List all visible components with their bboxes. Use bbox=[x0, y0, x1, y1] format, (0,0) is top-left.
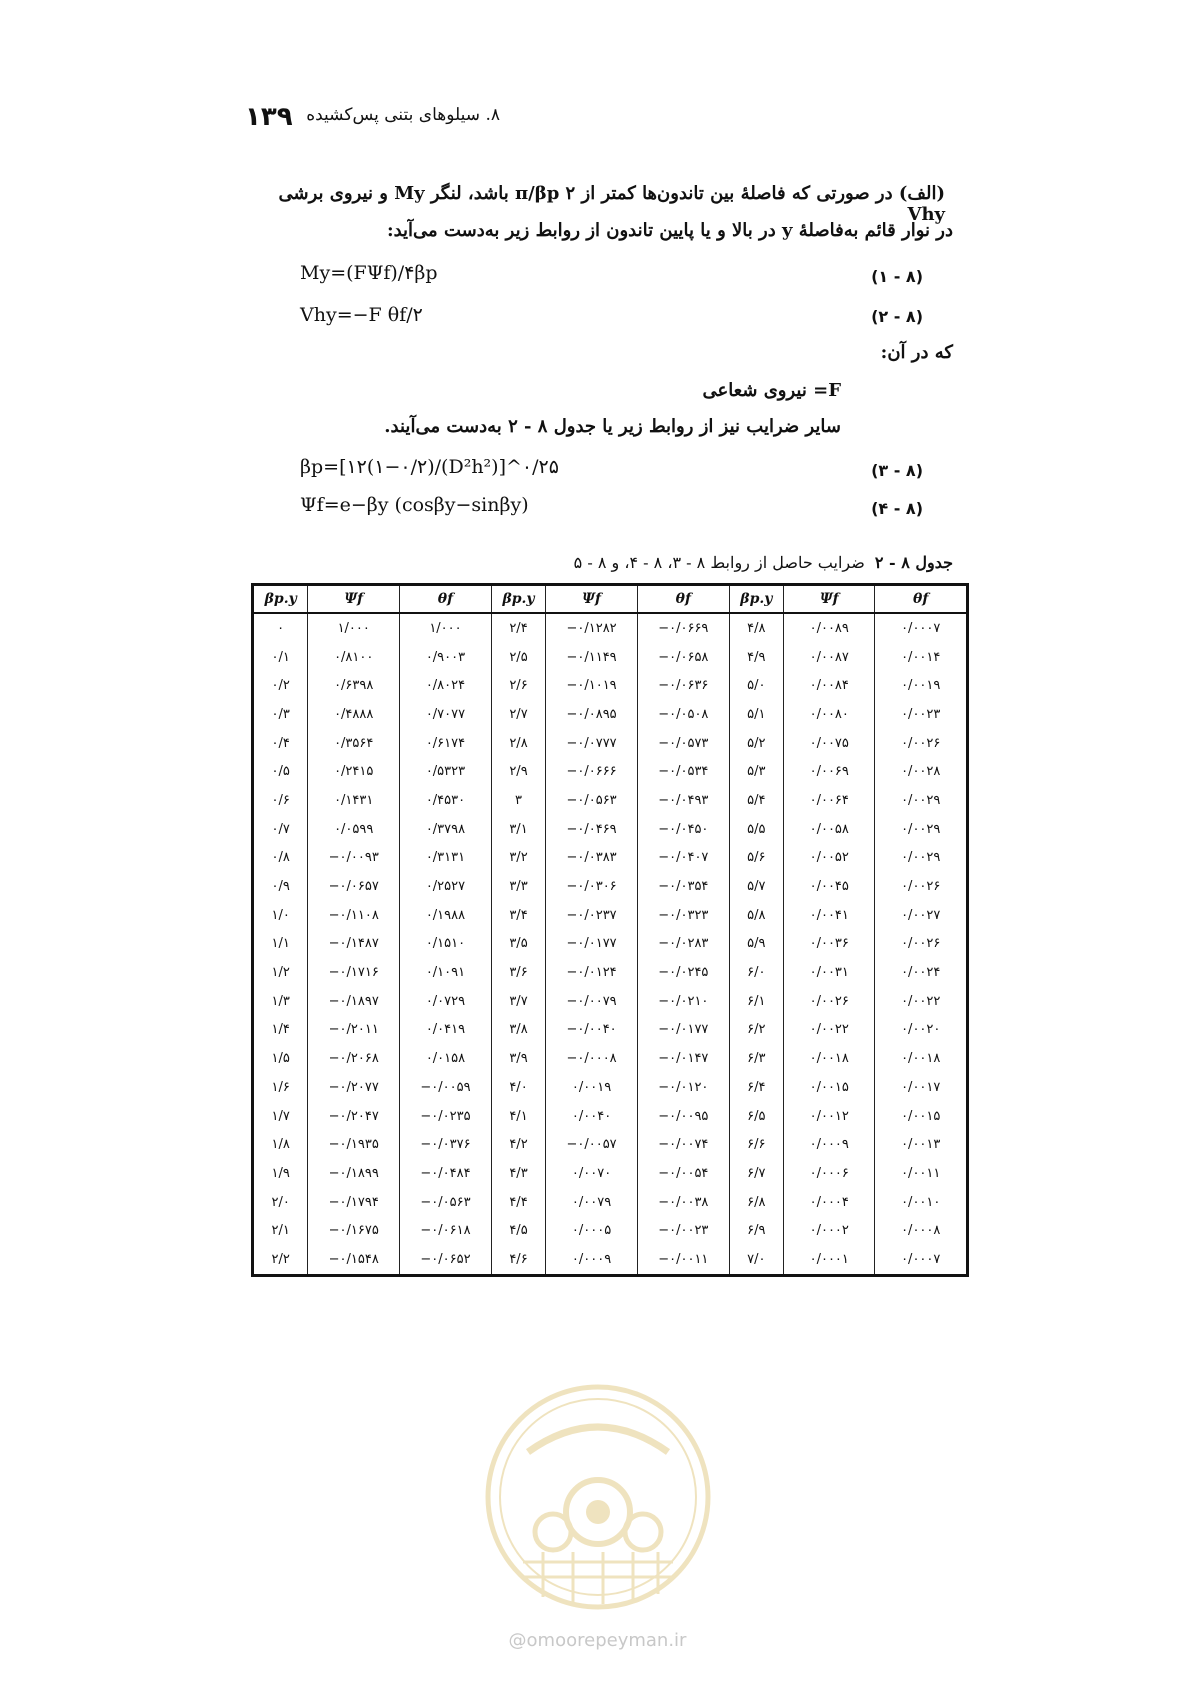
table-cell: ۴/۶ bbox=[491, 1245, 545, 1275]
table-row bbox=[253, 815, 968, 844]
table-cell: −۰/۰۰۹۵ bbox=[637, 1102, 729, 1131]
table-cell: ۰/۲۴۱۵ bbox=[308, 757, 400, 786]
table-cell: ۰/۰۰۲۴ bbox=[875, 958, 968, 987]
table-cell: ۰/۰۰۲۸ bbox=[875, 757, 968, 786]
coefficients-text: سایر ضرایب نیز از روابط زیر یا جدول ۸ - ۲ به‌دست می‌آیند. bbox=[384, 416, 841, 437]
table-cell: ۰/۰۰۱۸ bbox=[875, 1044, 968, 1073]
table-cell: −۰/۰۵۰۸ bbox=[637, 700, 729, 729]
equation-1: My=(FΨf)/۴βp bbox=[300, 262, 438, 284]
table-cell: ۰/۰۰۰۷ bbox=[875, 613, 968, 643]
table-cell: −۰/۰۰۳۸ bbox=[637, 1188, 729, 1217]
table-cell: ۰/۰۰۰۷ bbox=[875, 1245, 968, 1275]
table-cell: ۳/۲ bbox=[491, 844, 545, 873]
table-row bbox=[253, 901, 968, 930]
table-cell: ۴/۵ bbox=[491, 1216, 545, 1245]
table-cell: −۰/۰۴۰۷ bbox=[637, 844, 729, 873]
table-cell: ۰/۰۰۲۲ bbox=[875, 987, 968, 1016]
table-cell: ۰/۸۰۲۴ bbox=[400, 671, 492, 700]
table-cell: −۰/۰۳۷۶ bbox=[400, 1130, 492, 1159]
table-cell: ۰/۳۱۳۱ bbox=[400, 844, 492, 873]
table-cell: ۵/۵ bbox=[729, 815, 783, 844]
table-cell: ۱/۱ bbox=[253, 930, 308, 959]
table-cell: −۰/۰۴۶۹ bbox=[546, 815, 638, 844]
table-cell: ۰/۰۰۷۹ bbox=[546, 1188, 638, 1217]
table-row bbox=[253, 1245, 968, 1275]
table-cell: ۱/۵ bbox=[253, 1044, 308, 1073]
table-cell: −۰/۰۱۲۰ bbox=[637, 1073, 729, 1102]
watermark-url-text: omoorepeyman.ir bbox=[526, 1630, 687, 1651]
table-cell: ۰/۰۰۴۵ bbox=[784, 872, 875, 901]
table-cell: ۰/۰۰۵۲ bbox=[784, 844, 875, 873]
table-cell: −۰/۲۰۴۷ bbox=[308, 1102, 400, 1131]
table-cell: −۰/۰۴۵۰ bbox=[637, 815, 729, 844]
equation-3-number: (۸ - ۳) bbox=[871, 461, 923, 480]
table-cell: ۰/۵۳۲۳ bbox=[400, 757, 492, 786]
table-cell: ۰/۸۱۰۰ bbox=[308, 643, 400, 672]
table-cell: ۰/۰۰۰۴ bbox=[784, 1188, 875, 1217]
table-cell: ۰/۰۰۴۰ bbox=[546, 1102, 638, 1131]
table-cell: ۰/۴۵۳۰ bbox=[400, 786, 492, 815]
table-cell: ۰/۱۵۱۰ bbox=[400, 930, 492, 959]
table-cell: −۰/۰۶۵۸ bbox=[637, 643, 729, 672]
watermark-url: @omoorepeyman.ir bbox=[508, 1630, 687, 1651]
table-row bbox=[253, 930, 968, 959]
table-cell: ۵/۸ bbox=[729, 901, 783, 930]
table-cell: ۶/۰ bbox=[729, 958, 783, 987]
table-cell: −۰/۰۰۷۴ bbox=[637, 1130, 729, 1159]
table-cell: ۲/۵ bbox=[491, 643, 545, 672]
table-row bbox=[253, 872, 968, 901]
table-cell: ۳/۳ bbox=[491, 872, 545, 901]
table-cell: −۰/۱۸۹۷ bbox=[308, 987, 400, 1016]
table-cell: ۰/۰۰۷۰ bbox=[546, 1159, 638, 1188]
table-header-row bbox=[253, 585, 968, 614]
table-cell: ۰/۱۰۹۱ bbox=[400, 958, 492, 987]
table-cell: −۰/۱۹۳۵ bbox=[308, 1130, 400, 1159]
table-row bbox=[253, 958, 968, 987]
table-cell: ۰/۰۰۲۶ bbox=[784, 987, 875, 1016]
table-cell: ۰/۰۰۸۴ bbox=[784, 671, 875, 700]
table-cell: −۰/۰۴۹۳ bbox=[637, 786, 729, 815]
header-psi-2: Ψf bbox=[546, 585, 638, 614]
table-cell: ۰/۳ bbox=[253, 700, 308, 729]
table-cell: −۰/۰۷۷۷ bbox=[546, 729, 638, 758]
table-cell: ۳/۸ bbox=[491, 1016, 545, 1045]
table-cell: −۰/۰۲۴۵ bbox=[637, 958, 729, 987]
table-row bbox=[253, 1159, 968, 1188]
table-cell: ۵/۶ bbox=[729, 844, 783, 873]
table-cell: ۱/۰۰۰ bbox=[308, 613, 400, 643]
header-theta-2: θf bbox=[637, 585, 729, 614]
table-cell: ۰/۱ bbox=[253, 643, 308, 672]
table-cell: ۳/۴ bbox=[491, 901, 545, 930]
watermark-logo-icon bbox=[483, 1382, 713, 1612]
table-cell: ۱/۶ bbox=[253, 1073, 308, 1102]
table-cell: ۶/۱ bbox=[729, 987, 783, 1016]
table-row bbox=[253, 613, 968, 643]
table-cell: ۵/۹ bbox=[729, 930, 783, 959]
table-cell: ۰/۰۰۲۹ bbox=[875, 815, 968, 844]
table-cell: ۲/۷ bbox=[491, 700, 545, 729]
table-cell: ۰/۰۰۶۴ bbox=[784, 786, 875, 815]
table-row bbox=[253, 700, 968, 729]
table-row bbox=[253, 987, 968, 1016]
table-cell: −۰/۰۰۱۱ bbox=[637, 1245, 729, 1275]
table-cell: ۰/۰۱۵۸ bbox=[400, 1044, 492, 1073]
equation-4-number: (۸ - ۴) bbox=[871, 499, 923, 518]
table-cell: −۰/۰۳۰۶ bbox=[546, 872, 638, 901]
table-cell: −۰/۰۶۶۶ bbox=[546, 757, 638, 786]
table-cell: −۰/۰۱۷۷ bbox=[637, 1016, 729, 1045]
table-cell: −۰/۰۰۵۹ bbox=[400, 1073, 492, 1102]
table-cell: ۰/۶ bbox=[253, 786, 308, 815]
table-cell: ۰/۰۰۱۱ bbox=[875, 1159, 968, 1188]
table-cell: ۰/۶۱۷۴ bbox=[400, 729, 492, 758]
paragraph-line-2: در نوار قائم به‌فاصلهٔ y در بالا و یا پایین تاندون از روابط زیر به‌دست می‌آید: bbox=[386, 220, 953, 241]
table-cell: ۲/۶ bbox=[491, 671, 545, 700]
table-cell: ۰/۰۰۱۲ bbox=[784, 1102, 875, 1131]
table-cell: −۰/۱۱۰۸ bbox=[308, 901, 400, 930]
table-cell: ۵/۳ bbox=[729, 757, 783, 786]
table-cell: ۰/۰۰۸۰ bbox=[784, 700, 875, 729]
table-cell: ۰/۰۰۱۰ bbox=[875, 1188, 968, 1217]
table-cell: ۱/۷ bbox=[253, 1102, 308, 1131]
table-cell: ۰/۰۰۲۲ bbox=[784, 1016, 875, 1045]
header-psi-1: Ψf bbox=[308, 585, 400, 614]
table-cell: ۰/۰۰۲۳ bbox=[875, 700, 968, 729]
table-cell: ۰/۰۷۲۹ bbox=[400, 987, 492, 1016]
table-cell: ۱/۲ bbox=[253, 958, 308, 987]
table-cell: ۰/۰۰۴۱ bbox=[784, 901, 875, 930]
table-caption-text: ضرایب حاصل از روابط ۸ - ۳، ۸ - ۴، و ۸ - ۵ bbox=[573, 553, 865, 572]
table-cell: −۰/۲۰۷۷ bbox=[308, 1073, 400, 1102]
table-cell: ۳ bbox=[491, 786, 545, 815]
table-cell: ۰/۲ bbox=[253, 671, 308, 700]
table-cell: ۰/۰۰۸۹ bbox=[784, 613, 875, 643]
table-cell: ۱/۰ bbox=[253, 901, 308, 930]
table-cell: −۰/۰۳۸۳ bbox=[546, 844, 638, 873]
table-cell: −۰/۰۰۵۴ bbox=[637, 1159, 729, 1188]
table-cell: ۰/۰۰۱۵ bbox=[875, 1102, 968, 1131]
where-text: که در آن: bbox=[880, 342, 953, 363]
table-cell: ۰/۱۹۸۸ bbox=[400, 901, 492, 930]
table-cell: ۰/۰۰۰۹ bbox=[784, 1130, 875, 1159]
table-cell: ۰/۰۰۱۹ bbox=[546, 1073, 638, 1102]
table-cell: −۰/۱۸۹۹ bbox=[308, 1159, 400, 1188]
f-definition: F= نیروی شعاعی bbox=[702, 380, 841, 401]
table-cell: ۳/۹ bbox=[491, 1044, 545, 1073]
table-cell: ۰/۸ bbox=[253, 844, 308, 873]
table-cell: ۰/۰۴۱۹ bbox=[400, 1016, 492, 1045]
table-cell: ۰/۰۰۱۵ bbox=[784, 1073, 875, 1102]
table-cell: ۴/۳ bbox=[491, 1159, 545, 1188]
table-cell: ۰/۰۰۷۵ bbox=[784, 729, 875, 758]
table-cell: −۰/۰۱۲۴ bbox=[546, 958, 638, 987]
table-cell: −۰/۰۵۳۴ bbox=[637, 757, 729, 786]
header-bp-y-1: βp.y bbox=[253, 585, 308, 614]
table-cell: ۰/۰۰۱۷ bbox=[875, 1073, 968, 1102]
header-psi-3: Ψf bbox=[784, 585, 875, 614]
table-cell: ۰/۰۰۰۲ bbox=[784, 1216, 875, 1245]
table-cell: −۰/۰۶۱۸ bbox=[400, 1216, 492, 1245]
table-row bbox=[253, 643, 968, 672]
table-cell: −۰/۱۷۱۶ bbox=[308, 958, 400, 987]
table-cell: ۵/۷ bbox=[729, 872, 783, 901]
table-cell: ۴/۱ bbox=[491, 1102, 545, 1131]
table-cell: −۰/۰۲۱۰ bbox=[637, 987, 729, 1016]
table-cell: ۲/۹ bbox=[491, 757, 545, 786]
table-cell: ۰/۰۰۳۶ bbox=[784, 930, 875, 959]
table-caption-label: جدول ۸ - ۲ bbox=[874, 553, 953, 572]
table-cell: −۰/۰۱۷۷ bbox=[546, 930, 638, 959]
table-cell: ۰/۳۷۹۸ bbox=[400, 815, 492, 844]
table-cell: ۰/۰۰۲۷ bbox=[875, 901, 968, 930]
table-cell: −۰/۱۵۴۸ bbox=[308, 1245, 400, 1275]
table-caption bbox=[574, 553, 953, 572]
table-cell: ۱/۹ bbox=[253, 1159, 308, 1188]
table-cell: ۵/۲ bbox=[729, 729, 783, 758]
header-theta-1: θf bbox=[400, 585, 492, 614]
header-bp-y-2: βp.y bbox=[491, 585, 545, 614]
equation-1-number: (۸ - ۱) bbox=[871, 267, 923, 286]
table-cell: −۰/۰۶۵۷ bbox=[308, 872, 400, 901]
table-cell: ۰/۶۳۹۸ bbox=[308, 671, 400, 700]
chapter-title: ۸. سیلوهای بتنی پس‌کشیده bbox=[306, 105, 500, 125]
table-cell: ۲/۸ bbox=[491, 729, 545, 758]
table-cell: −۰/۰۰۵۷ bbox=[546, 1130, 638, 1159]
table-cell: ۴/۸ bbox=[729, 613, 783, 643]
table-cell: ۰/۰۰۲۶ bbox=[875, 872, 968, 901]
table-cell: ۰/۰۰۱۹ bbox=[875, 671, 968, 700]
table-cell: ۵/۰ bbox=[729, 671, 783, 700]
table-cell: −۰/۲۰۱۱ bbox=[308, 1016, 400, 1045]
table-cell: ۲/۴ bbox=[491, 613, 545, 643]
table-row bbox=[253, 1044, 968, 1073]
table-cell: ۰/۵ bbox=[253, 757, 308, 786]
table-cell: −۰/۰۵۷۳ bbox=[637, 729, 729, 758]
table-cell: ۰/۴ bbox=[253, 729, 308, 758]
table-cell: ۱/۰۰۰ bbox=[400, 613, 492, 643]
table-cell: ۰/۰۰۱۸ bbox=[784, 1044, 875, 1073]
table-cell: ۰/۲۵۲۷ bbox=[400, 872, 492, 901]
table-cell: ۶/۹ bbox=[729, 1216, 783, 1245]
table-cell: −۰/۲۰۶۸ bbox=[308, 1044, 400, 1073]
table-cell: ۶/۲ bbox=[729, 1016, 783, 1045]
table-cell: ۱/۴ bbox=[253, 1016, 308, 1045]
table-cell: ۳/۶ bbox=[491, 958, 545, 987]
table-cell: ۰/۰۰۳۱ bbox=[784, 958, 875, 987]
table-cell: ۵/۱ bbox=[729, 700, 783, 729]
table-row bbox=[253, 844, 968, 873]
table-cell: ۲/۰ bbox=[253, 1188, 308, 1217]
table-cell: ۰/۰۰۱۴ bbox=[875, 643, 968, 672]
table-cell: ۰/۰۰۸۷ bbox=[784, 643, 875, 672]
table-cell: −۰/۰۶۵۲ bbox=[400, 1245, 492, 1275]
table-cell: ۰/۰۵۹۹ bbox=[308, 815, 400, 844]
table-cell: ۰/۰۰۰۸ bbox=[875, 1216, 968, 1245]
table-cell: ۰/۴۸۸۸ bbox=[308, 700, 400, 729]
table-cell: −۰/۰۰۲۳ bbox=[637, 1216, 729, 1245]
table-cell: ۳/۷ bbox=[491, 987, 545, 1016]
table-cell: −۰/۰۶۳۶ bbox=[637, 671, 729, 700]
table-row bbox=[253, 1016, 968, 1045]
equation-3: βp=[۱۲(۱−۰/۲)/(D²h²)]^۰/۲۵ bbox=[300, 456, 559, 478]
table-row bbox=[253, 1188, 968, 1217]
table-row bbox=[253, 671, 968, 700]
table-cell: −۰/۰۰۹۳ bbox=[308, 844, 400, 873]
table-cell: ۰/۰۰۰۶ bbox=[784, 1159, 875, 1188]
table-cell: −۰/۱۴۸۷ bbox=[308, 930, 400, 959]
equation-2-number: (۸ - ۲) bbox=[871, 307, 923, 326]
table-cell: ۰/۰۰۲۶ bbox=[875, 729, 968, 758]
table-row bbox=[253, 1216, 968, 1245]
table-cell: ۰/۹۰۰۳ bbox=[400, 643, 492, 672]
table-cell: −۰/۱۱۴۹ bbox=[546, 643, 638, 672]
table-cell: −۰/۰۲۳۷ bbox=[546, 901, 638, 930]
table-row bbox=[253, 786, 968, 815]
table-body bbox=[253, 613, 968, 1275]
table-cell: −۰/۰۶۶۹ bbox=[637, 613, 729, 643]
table-row bbox=[253, 1130, 968, 1159]
table-cell: ۴/۴ bbox=[491, 1188, 545, 1217]
table-cell: ۶/۶ bbox=[729, 1130, 783, 1159]
table-cell: −۰/۰۲۸۳ bbox=[637, 930, 729, 959]
table-cell: −۰/۰۱۴۷ bbox=[637, 1044, 729, 1073]
table-cell: ۴/۰ bbox=[491, 1073, 545, 1102]
table-cell: ۰/۰۰۰۹ bbox=[546, 1245, 638, 1275]
table-cell: −۰/۱۶۷۵ bbox=[308, 1216, 400, 1245]
table-cell: −۰/۱۰۱۹ bbox=[546, 671, 638, 700]
table-cell: ۰/۹ bbox=[253, 872, 308, 901]
table-cell: ۳/۵ bbox=[491, 930, 545, 959]
table-cell: −۰/۰۰۴۰ bbox=[546, 1016, 638, 1045]
table-cell: ۰/۰۰۵۸ bbox=[784, 815, 875, 844]
table-cell: ۴/۹ bbox=[729, 643, 783, 672]
table-cell: ۲/۱ bbox=[253, 1216, 308, 1245]
table-cell: ۰/۰۰۱۳ bbox=[875, 1130, 968, 1159]
table-cell: −۰/۱۲۸۲ bbox=[546, 613, 638, 643]
table-cell: ۰/۰۰۲۰ bbox=[875, 1016, 968, 1045]
table-cell: −۰/۰۸۹۵ bbox=[546, 700, 638, 729]
table-cell: ۷/۰ bbox=[729, 1245, 783, 1275]
table-cell: −۰/۰۴۸۴ bbox=[400, 1159, 492, 1188]
table-cell: ۶/۸ bbox=[729, 1188, 783, 1217]
table-cell: −۰/۰۵۶۳ bbox=[546, 786, 638, 815]
table-row bbox=[253, 729, 968, 758]
paragraph-line-1: (الف) در صورتی که فاصلهٔ بین تاندون‌ها کمتر از π/β‌p ۲ باشد، لنگر My و نیروی برشی Vhy bbox=[278, 183, 945, 225]
table-cell: ۲/۲ bbox=[253, 1245, 308, 1275]
table-cell: ۶/۳ bbox=[729, 1044, 783, 1073]
table-cell: ۰/۳۵۶۴ bbox=[308, 729, 400, 758]
table-cell: −۰/۰۳۵۴ bbox=[637, 872, 729, 901]
table-cell: −۰/۰۳۲۳ bbox=[637, 901, 729, 930]
table-cell: ۰/۰۰۰۱ bbox=[784, 1245, 875, 1275]
table-cell: ۰/۰۰۲۶ bbox=[875, 930, 968, 959]
table-cell: ۴/۲ bbox=[491, 1130, 545, 1159]
table-row bbox=[253, 757, 968, 786]
table-cell: ۰/۷۰۷۷ bbox=[400, 700, 492, 729]
header-theta-3: θf bbox=[875, 585, 968, 614]
table-cell: −۰/۰۵۶۳ bbox=[400, 1188, 492, 1217]
table-cell: ۰/۰۰۶۹ bbox=[784, 757, 875, 786]
table-cell: ۰/۰۰۰۵ bbox=[546, 1216, 638, 1245]
table-cell: ۱/۳ bbox=[253, 987, 308, 1016]
coefficients-table bbox=[251, 583, 969, 1277]
table-cell: ۰/۰۰۲۹ bbox=[875, 786, 968, 815]
equation-4: Ψf=e−βy (cosβy−sinβy) bbox=[300, 494, 529, 516]
table-row bbox=[253, 1102, 968, 1131]
table-cell: ۳/۱ bbox=[491, 815, 545, 844]
table-cell: −۰/۱۷۹۴ bbox=[308, 1188, 400, 1217]
table-cell: ۱/۸ bbox=[253, 1130, 308, 1159]
table-row bbox=[253, 1073, 968, 1102]
table-cell: ۰ bbox=[253, 613, 308, 643]
page-number: ۱۳۹ bbox=[245, 102, 293, 132]
table-cell: −۰/۰۰۰۸ bbox=[546, 1044, 638, 1073]
table-cell: −۰/۰۰۷۹ bbox=[546, 987, 638, 1016]
table-cell: ۶/۵ bbox=[729, 1102, 783, 1131]
table-cell: ۰/۱۴۳۱ bbox=[308, 786, 400, 815]
equation-2: Vhy=−F θf/۲ bbox=[300, 304, 423, 326]
table-cell: ۰/۰۰۲۹ bbox=[875, 844, 968, 873]
table-cell: ۶/۴ bbox=[729, 1073, 783, 1102]
table-cell: ۰/۷ bbox=[253, 815, 308, 844]
table-cell: −۰/۰۲۳۵ bbox=[400, 1102, 492, 1131]
table-cell: ۶/۷ bbox=[729, 1159, 783, 1188]
table-cell: ۵/۴ bbox=[729, 786, 783, 815]
header-bp-y-3: βp.y bbox=[729, 585, 783, 614]
